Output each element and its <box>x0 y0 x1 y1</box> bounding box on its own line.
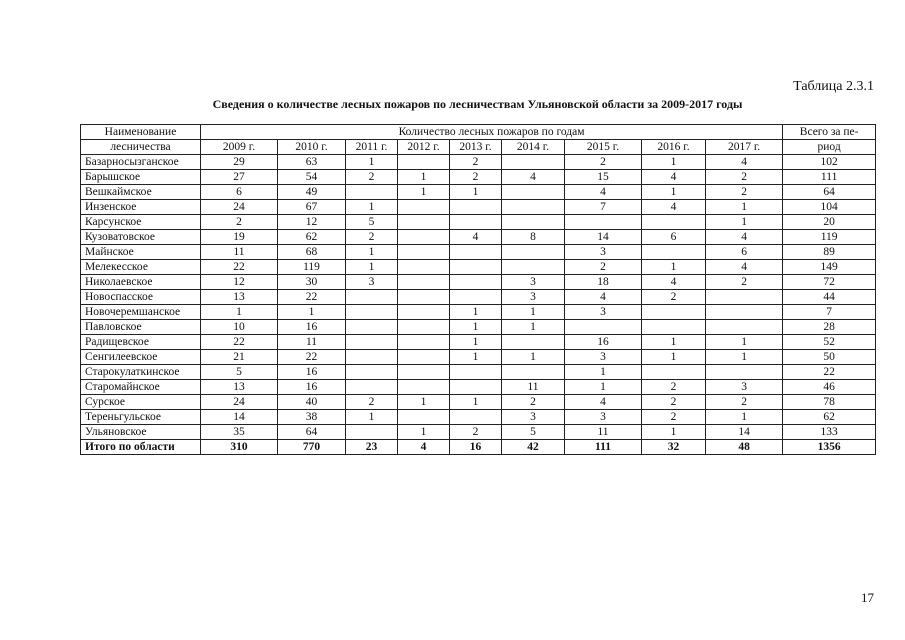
fire-count-cell <box>346 320 398 335</box>
fire-count-cell: 48 <box>706 440 783 455</box>
fire-count-cell: 2 <box>642 410 706 425</box>
fire-count-cell: 29 <box>201 155 278 170</box>
fire-count-cell <box>398 260 450 275</box>
period-total-cell: 149 <box>783 260 876 275</box>
fire-count-cell: 2 <box>450 170 502 185</box>
forestry-name-cell: Старокулаткинское <box>81 365 201 380</box>
forestry-name-cell: Радищевское <box>81 335 201 350</box>
fire-count-cell: 1 <box>346 410 398 425</box>
fire-count-cell: 4 <box>565 395 642 410</box>
fire-count-cell: 14 <box>565 230 642 245</box>
fire-count-cell: 1 <box>642 350 706 365</box>
fire-count-cell: 2 <box>706 275 783 290</box>
header-row-top <box>81 125 876 140</box>
fire-count-cell <box>502 215 565 230</box>
fire-count-cell: 7 <box>565 200 642 215</box>
fire-count-cell: 1 <box>450 335 502 350</box>
fire-count-cell: 42 <box>502 440 565 455</box>
fire-count-cell: 14 <box>201 410 278 425</box>
forestry-name-cell: Сурское <box>81 395 201 410</box>
forestry-name-cell: Старомайнское <box>81 380 201 395</box>
fire-count-cell <box>565 320 642 335</box>
forestry-name-cell: Барышское <box>81 170 201 185</box>
year-header: 2017 г. <box>706 140 783 155</box>
fire-count-cell: 13 <box>201 380 278 395</box>
fire-count-cell <box>346 350 398 365</box>
fire-count-cell: 1 <box>706 200 783 215</box>
fire-count-cell: 5 <box>502 425 565 440</box>
header-name: Наименование <box>81 125 201 140</box>
year-header: 2012 г. <box>398 140 450 155</box>
page-number: 17 <box>861 590 874 605</box>
fire-count-cell <box>398 275 450 290</box>
fire-count-cell <box>642 305 706 320</box>
forestry-name-cell: Сенгилеевское <box>81 350 201 365</box>
fire-count-cell <box>398 335 450 350</box>
fire-count-cell <box>346 290 398 305</box>
fire-count-cell: 1 <box>706 215 783 230</box>
fire-count-cell <box>398 365 450 380</box>
table-row <box>81 155 876 170</box>
fire-count-cell: 1 <box>565 380 642 395</box>
fire-count-cell: 24 <box>201 200 278 215</box>
fire-count-cell: 12 <box>278 215 346 230</box>
fire-count-cell: 1 <box>565 365 642 380</box>
table-row <box>81 200 876 215</box>
fire-count-cell: 1 <box>346 155 398 170</box>
fire-count-cell: 2 <box>706 170 783 185</box>
fire-count-cell: 38 <box>278 410 346 425</box>
fire-count-cell: 3 <box>346 275 398 290</box>
fire-count-cell <box>398 320 450 335</box>
fire-count-cell <box>642 245 706 260</box>
forestry-name-cell: Итого по области <box>81 440 201 455</box>
fire-count-cell: 16 <box>450 440 502 455</box>
fire-count-cell: 6 <box>706 245 783 260</box>
fire-count-cell: 1 <box>450 185 502 200</box>
fire-count-cell: 32 <box>642 440 706 455</box>
forestry-name-cell: Новочеремшанское <box>81 305 201 320</box>
fire-count-cell: 4 <box>642 275 706 290</box>
fire-count-cell: 4 <box>706 230 783 245</box>
period-total-cell: 119 <box>783 230 876 245</box>
fire-count-cell: 21 <box>201 350 278 365</box>
fire-count-cell <box>502 155 565 170</box>
fire-count-cell <box>450 275 502 290</box>
fire-count-cell: 4 <box>398 440 450 455</box>
fire-count-cell <box>450 260 502 275</box>
fire-count-cell: 4 <box>502 170 565 185</box>
fire-count-cell <box>346 365 398 380</box>
table-row <box>81 425 876 440</box>
fire-count-cell: 5 <box>346 215 398 230</box>
fire-count-cell: 1 <box>398 185 450 200</box>
fire-count-cell <box>346 185 398 200</box>
fire-count-cell <box>502 260 565 275</box>
forestry-name-cell: Мелекесское <box>81 260 201 275</box>
fire-count-cell <box>502 365 565 380</box>
fire-count-cell: 1 <box>502 350 565 365</box>
fire-count-cell: 1 <box>642 335 706 350</box>
fire-count-cell: 35 <box>201 425 278 440</box>
fire-count-cell: 4 <box>706 260 783 275</box>
table-row <box>81 245 876 260</box>
fire-count-cell: 27 <box>201 170 278 185</box>
fire-count-cell: 10 <box>201 320 278 335</box>
fire-count-cell: 3 <box>565 305 642 320</box>
period-total-cell: 44 <box>783 290 876 305</box>
table-row <box>81 350 876 365</box>
period-total-cell: 102 <box>783 155 876 170</box>
fire-count-cell: 5 <box>201 365 278 380</box>
fire-count-cell: 1 <box>398 425 450 440</box>
fire-count-cell: 49 <box>278 185 346 200</box>
table-row <box>81 275 876 290</box>
fire-count-cell: 4 <box>450 230 502 245</box>
fire-count-cell: 1 <box>450 305 502 320</box>
table-row <box>81 320 876 335</box>
table-row <box>81 380 876 395</box>
table-row <box>81 365 876 380</box>
fire-count-cell: 11 <box>278 335 346 350</box>
year-header: 2013 г. <box>450 140 502 155</box>
fire-count-cell: 40 <box>278 395 346 410</box>
period-total-cell: 133 <box>783 425 876 440</box>
period-total-cell: 46 <box>783 380 876 395</box>
fire-count-cell: 11 <box>201 245 278 260</box>
fire-count-cell <box>398 305 450 320</box>
table-row <box>81 185 876 200</box>
fire-count-cell: 16 <box>565 335 642 350</box>
totals-row <box>81 440 876 455</box>
period-total-cell: 62 <box>783 410 876 425</box>
fire-count-cell: 2 <box>346 395 398 410</box>
fire-count-cell: 1 <box>450 350 502 365</box>
fire-count-cell <box>450 215 502 230</box>
fire-count-cell <box>502 245 565 260</box>
forestry-name-cell: Карсунское <box>81 215 201 230</box>
fire-count-cell: 310 <box>201 440 278 455</box>
fire-count-cell: 11 <box>565 425 642 440</box>
period-total-cell: 111 <box>783 170 876 185</box>
fire-count-cell: 2 <box>642 380 706 395</box>
fire-count-cell: 2 <box>565 260 642 275</box>
fire-count-cell: 68 <box>278 245 346 260</box>
fire-count-cell: 4 <box>642 170 706 185</box>
fire-count-cell <box>642 320 706 335</box>
fire-count-cell <box>706 305 783 320</box>
fire-count-cell <box>706 365 783 380</box>
fire-count-cell: 1 <box>278 305 346 320</box>
forestry-name-cell: Вешкаймское <box>81 185 201 200</box>
fire-count-cell: 1 <box>642 260 706 275</box>
fire-count-cell <box>502 335 565 350</box>
fire-count-cell: 2 <box>346 230 398 245</box>
fire-count-cell <box>398 350 450 365</box>
table-label: Таблица 2.3.1 <box>793 79 874 94</box>
fire-count-cell: 1 <box>398 170 450 185</box>
period-total-cell: 72 <box>783 275 876 290</box>
year-header: 2010 г. <box>278 140 346 155</box>
fire-count-cell: 1 <box>398 395 450 410</box>
fire-count-cell: 1 <box>706 410 783 425</box>
fire-count-cell: 4 <box>642 200 706 215</box>
fire-count-cell <box>398 200 450 215</box>
period-total-cell: 1356 <box>783 440 876 455</box>
fire-count-cell: 19 <box>201 230 278 245</box>
year-header: 2011 г. <box>346 140 398 155</box>
fire-count-cell <box>450 410 502 425</box>
fire-count-cell <box>565 215 642 230</box>
year-header: 2014 г. <box>502 140 565 155</box>
header-total: Всего за пе- <box>783 125 876 140</box>
year-header: 2009 г. <box>201 140 278 155</box>
fire-count-cell: 14 <box>706 425 783 440</box>
table-row <box>81 290 876 305</box>
fire-count-cell: 2 <box>706 395 783 410</box>
fire-count-cell: 1 <box>642 155 706 170</box>
forest-fires-table <box>80 124 876 455</box>
period-total-cell: 50 <box>783 350 876 365</box>
fire-count-cell <box>642 215 706 230</box>
fire-count-cell: 22 <box>201 260 278 275</box>
fire-count-cell <box>346 335 398 350</box>
fire-count-cell: 3 <box>565 410 642 425</box>
fire-count-cell <box>450 365 502 380</box>
fire-count-cell: 22 <box>201 335 278 350</box>
fire-count-cell: 64 <box>278 425 346 440</box>
fire-count-cell: 2 <box>706 185 783 200</box>
forestry-name-cell: Ульяновское <box>81 425 201 440</box>
fire-count-cell: 23 <box>346 440 398 455</box>
forestry-name-cell: Инзенское <box>81 200 201 215</box>
table-row <box>81 395 876 410</box>
period-total-cell: 64 <box>783 185 876 200</box>
fire-count-cell: 2 <box>642 290 706 305</box>
table-row <box>81 305 876 320</box>
period-total-cell: 52 <box>783 335 876 350</box>
fire-count-cell: 16 <box>278 320 346 335</box>
fire-count-cell: 3 <box>502 290 565 305</box>
fire-count-cell: 1 <box>642 185 706 200</box>
fire-count-cell: 770 <box>278 440 346 455</box>
fire-count-cell <box>450 380 502 395</box>
fire-count-cell <box>346 380 398 395</box>
fire-count-cell: 1 <box>201 305 278 320</box>
fire-count-cell <box>398 245 450 260</box>
fire-count-cell: 111 <box>565 440 642 455</box>
fire-count-cell: 1 <box>450 395 502 410</box>
fire-count-cell <box>398 230 450 245</box>
fire-count-cell: 62 <box>278 230 346 245</box>
fire-count-cell: 1 <box>346 245 398 260</box>
fire-count-cell <box>398 290 450 305</box>
fire-count-cell: 63 <box>278 155 346 170</box>
fire-count-cell: 3 <box>502 275 565 290</box>
fire-count-cell: 1 <box>450 320 502 335</box>
fire-count-cell: 3 <box>502 410 565 425</box>
forestry-name-cell: Новоспасское <box>81 290 201 305</box>
fire-count-cell: 2 <box>201 215 278 230</box>
header-name-cont: лесничества <box>81 140 201 155</box>
fire-count-cell <box>398 380 450 395</box>
fire-count-cell: 2 <box>642 395 706 410</box>
fire-count-cell: 1 <box>502 320 565 335</box>
fire-count-cell: 2 <box>565 155 642 170</box>
period-total-cell: 78 <box>783 395 876 410</box>
fire-count-cell <box>706 290 783 305</box>
period-total-cell: 7 <box>783 305 876 320</box>
fire-count-cell: 1 <box>346 200 398 215</box>
fire-count-cell <box>346 305 398 320</box>
fire-count-cell: 2 <box>450 425 502 440</box>
period-total-cell: 89 <box>783 245 876 260</box>
fire-count-cell: 4 <box>565 185 642 200</box>
fire-count-cell: 12 <box>201 275 278 290</box>
document-title: Сведения о количестве лесных пожаров по лесничествам Ульяновской области за 2009-2017 годы <box>212 97 743 111</box>
forestry-name-cell: Майнское <box>81 245 201 260</box>
header-group: Количество лесных пожаров по годам <box>201 125 783 140</box>
fire-count-cell: 4 <box>706 155 783 170</box>
fire-count-cell: 30 <box>278 275 346 290</box>
fire-count-cell: 3 <box>565 245 642 260</box>
table-row <box>81 260 876 275</box>
fire-count-cell: 22 <box>278 290 346 305</box>
fire-count-cell: 8 <box>502 230 565 245</box>
fire-count-cell: 6 <box>642 230 706 245</box>
fire-count-cell <box>398 155 450 170</box>
period-total-cell: 22 <box>783 365 876 380</box>
table-row <box>81 215 876 230</box>
fire-count-cell: 16 <box>278 380 346 395</box>
forestry-name-cell: Кузоватовское <box>81 230 201 245</box>
fire-count-cell: 24 <box>201 395 278 410</box>
year-header: 2016 г. <box>642 140 706 155</box>
header-total-cont: риод <box>783 140 876 155</box>
fire-count-cell <box>502 200 565 215</box>
period-total-cell: 28 <box>783 320 876 335</box>
forestry-name-cell: Базарносызганское <box>81 155 201 170</box>
fire-count-cell: 1 <box>346 260 398 275</box>
fire-count-cell: 6 <box>201 185 278 200</box>
fire-count-cell: 15 <box>565 170 642 185</box>
fire-count-cell: 1 <box>502 305 565 320</box>
fire-count-cell: 1 <box>642 425 706 440</box>
fire-count-cell: 16 <box>278 365 346 380</box>
fire-count-cell: 2 <box>450 155 502 170</box>
fire-count-cell <box>450 245 502 260</box>
forestry-name-cell: Павловское <box>81 320 201 335</box>
year-header: 2015 г. <box>565 140 642 155</box>
fire-count-cell <box>502 185 565 200</box>
table-row <box>81 170 876 185</box>
fire-count-cell: 54 <box>278 170 346 185</box>
fire-count-cell: 67 <box>278 200 346 215</box>
table-row <box>81 230 876 245</box>
fire-count-cell <box>346 425 398 440</box>
table-body <box>81 155 876 455</box>
fire-count-cell <box>642 365 706 380</box>
fire-count-cell: 1 <box>706 335 783 350</box>
forestry-name-cell: Николаевское <box>81 275 201 290</box>
fire-count-cell: 22 <box>278 350 346 365</box>
fire-count-cell: 18 <box>565 275 642 290</box>
fire-count-cell: 2 <box>502 395 565 410</box>
fire-count-cell: 3 <box>706 380 783 395</box>
table-row <box>81 335 876 350</box>
fire-count-cell <box>398 410 450 425</box>
fire-count-cell: 3 <box>565 350 642 365</box>
fire-count-cell <box>450 200 502 215</box>
period-total-cell: 104 <box>783 200 876 215</box>
period-total-cell: 20 <box>783 215 876 230</box>
fire-count-cell: 119 <box>278 260 346 275</box>
forestry-name-cell: Тереньгульское <box>81 410 201 425</box>
fire-count-cell: 1 <box>706 350 783 365</box>
fire-count-cell: 11 <box>502 380 565 395</box>
fire-count-cell <box>706 320 783 335</box>
fire-count-cell <box>450 290 502 305</box>
fire-count-cell: 4 <box>565 290 642 305</box>
fire-count-cell: 13 <box>201 290 278 305</box>
fire-count-cell <box>398 215 450 230</box>
table-row <box>81 410 876 425</box>
fire-count-cell: 2 <box>346 170 398 185</box>
header-row-years <box>81 140 876 155</box>
